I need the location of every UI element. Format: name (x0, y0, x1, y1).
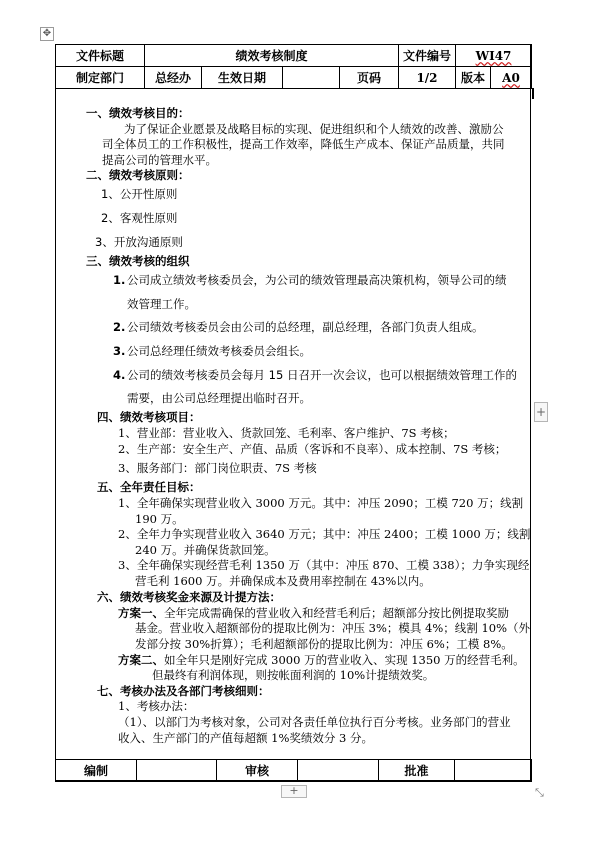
add-column-plus-icon[interactable]: + (534, 402, 548, 422)
review-value[interactable] (298, 760, 379, 782)
section-2-title: 二、绩效考核原则： (86, 168, 190, 182)
section-2-item-3: 3、开放沟通原则 (95, 235, 183, 249)
signature-table (55, 759, 532, 782)
section-5-item-2-line-1: 2、全年力争实现营业收入 3640 万元；其中：冲压 2400；工模 1000 万；线割 (118, 527, 531, 541)
doc-no-label: 文件编号 (399, 45, 456, 67)
section-3-item-1-number: 1. (113, 273, 126, 287)
section-6-plan-2-line-2: 但最终有利润体现，则按帐面利润的 10%计提绩效奖。 (152, 668, 435, 682)
section-3-item-1-line-2: 效管理工作。 (127, 297, 196, 311)
section-5-item-1-line-1: 1、全年确保实现营业收入 3000 万元。其中：冲压 2090；工模 720 万；线割 (118, 496, 524, 510)
section-3-item-1-line-1: 公司成立绩效考核委员会，为公司的绩效管理最高决策机构，领导公司的绩 (127, 273, 507, 287)
approve-label: 批准 (379, 760, 455, 782)
section-1-line-2: 司全体员工的工作积极性，提高工作效率，降低生产成本、保证产品质量，共同 (102, 137, 505, 151)
section-6-title: 六、绩效考核奖金来源及计提方法： (97, 590, 281, 604)
section-6-plan-1-line-2: 基金。营业收入超额部份的提取比例为：冲压 3%；模具 4%；线割 10%（外 (135, 621, 531, 635)
doc-title[interactable]: 绩效考核制度 (145, 45, 399, 67)
section-3-item-4-line-2: 需要，由公司总经理提出临时召开。 (127, 391, 311, 405)
section-4-title: 四、绩效考核项目： (97, 410, 201, 424)
section-1-line-1: 为了保证企业愿景及战略目标的实现、促进组织和个人绩效的改善、激励公 (124, 122, 504, 136)
section-6-plan-1-line-1 (118, 606, 509, 620)
section-5-item-3-line-2: 营毛利 1600 万。并确保成本及费用率控制在 43%以内。 (135, 574, 431, 588)
section-7-line-1: 1、考核办法： (118, 699, 195, 713)
section-7-line-3: 收入、生产部门的产值每超额 1%奖绩效分 3 分。 (118, 731, 374, 745)
effective-date-value[interactable] (283, 67, 340, 89)
section-3-item-2: 公司绩效考核委员会由公司的总经理，副总经理，各部门负责人组成。 (127, 320, 484, 334)
dept-label: 制定部门 (56, 67, 145, 89)
version-value[interactable] (491, 67, 532, 89)
section-1-line-3: 提高公司的管理水平。 (102, 153, 217, 167)
section-6-plan-1-line-3: 发部分按 30%折算）；毛利超额部份的提取比例为：冲压 6%；工模 8%。 (135, 637, 513, 651)
doc-no-value: WI47 (475, 48, 512, 63)
table-move-handle-icon[interactable]: ✥ (40, 27, 54, 41)
effective-date-label: 生效日期 (202, 67, 283, 89)
doc-no[interactable] (456, 45, 532, 67)
add-row-plus-icon[interactable]: + (281, 785, 307, 798)
dept-value[interactable]: 总经办 (145, 67, 202, 89)
header-table (55, 44, 532, 67)
section-2-item-1: 1、公开性原则 (101, 187, 178, 201)
section-3-item-4-number: 4. (113, 368, 126, 382)
section-3-item-2-number: 2. (113, 320, 126, 334)
section-4-item-2: 2、生产部：安全生产、产值、品质（客诉和不良率）、成本控制、7S 考核； (118, 442, 507, 456)
page-label: 页码 (340, 67, 399, 89)
section-5-item-2-line-2: 240 万。并确保货款回笼。 (135, 543, 276, 557)
header-table-row2 (55, 66, 532, 89)
section-2-item-2: 2、客观性原则 (101, 211, 178, 225)
section-6-plan-1-label: 方案一、 (118, 606, 164, 620)
prepared-by-value[interactable] (137, 760, 217, 782)
review-label: 审核 (217, 760, 298, 782)
section-5-title: 五、全年责任目标： (97, 480, 201, 494)
version-label: 版本 (456, 67, 491, 89)
section-4-item-1: 1、营业部：营业收入、货款回笼、毛利率、客户维护、7S 考核； (118, 426, 455, 440)
section-5-item-1-line-2: 190 万。 (135, 512, 184, 526)
table-resize-icon[interactable]: ⤡ (535, 786, 544, 799)
section-6-plan-2-label: 方案二、 (118, 653, 164, 667)
section-4-item-3: 3、服务部门：部门岗位职责、7S 考核 (118, 461, 317, 475)
page-value[interactable]: 1/2 (399, 67, 456, 89)
approve-value[interactable] (455, 760, 532, 782)
text-cursor (532, 88, 534, 99)
section-3-item-3: 公司总经理任绩效考核委员会组长。 (127, 344, 311, 358)
section-7-title: 七、考核办法及各部门考核细则： (97, 684, 270, 698)
prepared-by-label: 编制 (56, 760, 137, 782)
section-5-item-3-line-1: 3、全年确保实现经营毛利 1350 万（其中：冲压 870、工模 338）；力争实现经 (118, 558, 530, 572)
version-value-text: A0 (502, 70, 520, 85)
section-3-item-4-line-1: 公司的绩效考核委员会每月 15 日召开一次会议，也可以根据绩效管理工作的 (127, 368, 517, 382)
section-6-plan-2-text-1: 如全年只是刚好完成 3000 万的营业收入、实现 1350 万的经营毛利。 (164, 653, 525, 667)
doc-title-label: 文件标题 (56, 45, 145, 67)
section-3-item-3-number: 3. (113, 344, 126, 358)
section-6-plan-2-line-1 (118, 653, 525, 667)
section-1-title: 一、绩效考核目的： (86, 106, 190, 120)
section-3-title: 三、绩效考核的组织 (86, 254, 190, 268)
section-7-line-2: （1）、以部门为考核对象，公司对各责任单位执行百分考核。业务部门的营业 (118, 715, 511, 729)
section-6-plan-1-text-1: 全年完成需确保的营业收入和经营毛利后；超额部分按比例提取奖励 (164, 606, 509, 620)
